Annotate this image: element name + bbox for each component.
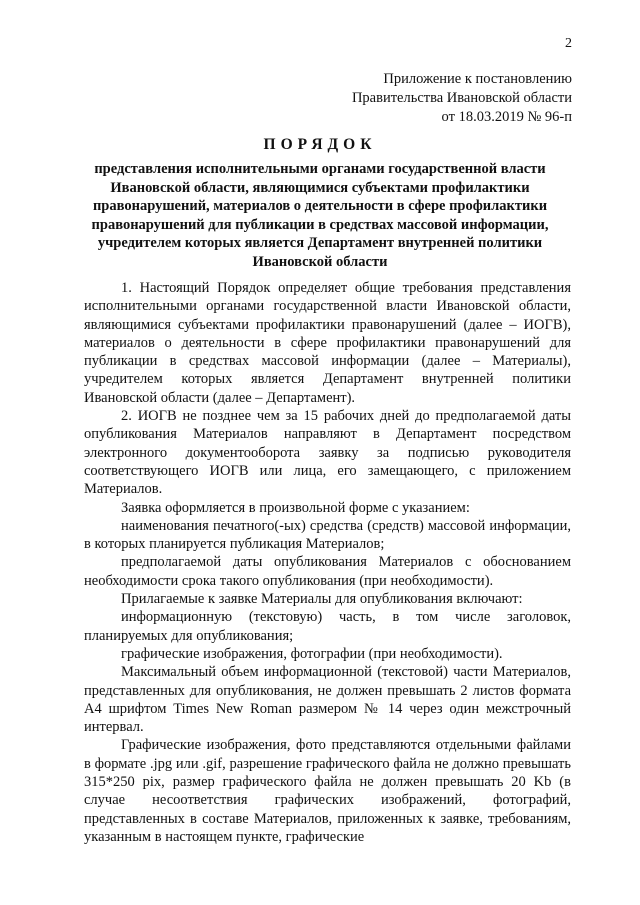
appendix-line-1: Приложение к постановлению — [383, 71, 572, 87]
document-title: ПОРЯДОК — [263, 136, 377, 153]
document-body — [84, 279, 571, 846]
appendix-line-2: Правительства Ивановской области — [351, 90, 572, 106]
appendix-header — [352, 70, 572, 127]
document-subtitle: представления исполнительными органами государственной власти Ивановской области, являющимися субъектами профилактики правонарушений, материалов о деятельности в сфере профилактики правонарушений для публикации в средствах массовой информации, учредителем которых является Департамент внутренней политики Ивановской области — [91, 161, 549, 270]
paragraph: информационную (текстовую) часть, в том числе заголовок, планируемых для опубликования; — [84, 609, 571, 644]
paragraph: наименования печатного(-ых) средства (средств) массовой информации, в которых планируется публикация Материалов; — [84, 517, 571, 553]
paragraph: Графические изображения, фото представляются отдельными файлами в формате .jpg или .gif, разрешение графического файла не должно превышать 315*250 pix, размер графического файла не должен превышать 20 Kb (в случае несоответствия графических изображений, фотографий, представленных в составе Материалов, приложенных к заявке, требованиям, указанным в настоящем пункте, графические — [84, 737, 571, 845]
page-number: 2 — [565, 36, 572, 51]
appendix-line-3: от 18.03.2019 № 96-п — [441, 109, 572, 125]
paragraph: графические изображения, фотографии (при необходимости). — [121, 645, 503, 662]
paragraph: 1. Настоящий Порядок определяет общие требования представления исполнительными органами государственной власти Ивановской области, являющимися субъектами профилактики правонарушений (далее – ИОГВ), материалов о деятельности в сфере профилактики правонарушений для публикации в средствах массовой информации (далее – Материалы), учредителем которых является Департамент внутренней политики Ивановской области (далее – Департамент). — [84, 280, 571, 406]
paragraph: Заявка оформляется в произвольной форме с указанием: — [121, 499, 470, 516]
paragraph: 2. ИОГВ не позднее чем за 15 рабочих дней до предполагаемой даты опубликования Материалов направляют в Департамент посредством электронного документооборота заявку за подписью руководителя соответствующего ИОГВ или лица, его замещающего, с приложением Материалов. — [84, 408, 571, 498]
paragraph: Прилагаемые к заявке Материалы для опубликования включают: — [121, 591, 523, 608]
paragraph: предполагаемой даты опубликования Материалов с обоснованием необходимости срока такого опубликования (при необходимости). — [84, 554, 571, 589]
paragraph: Максимальный объем информационной (текстовой) части Материалов, представленных для опубликования, не должен превышать 2 листов формата А4 шрифтом Times New Roman размером № 14 через один межстрочный интервал. — [84, 664, 571, 736]
